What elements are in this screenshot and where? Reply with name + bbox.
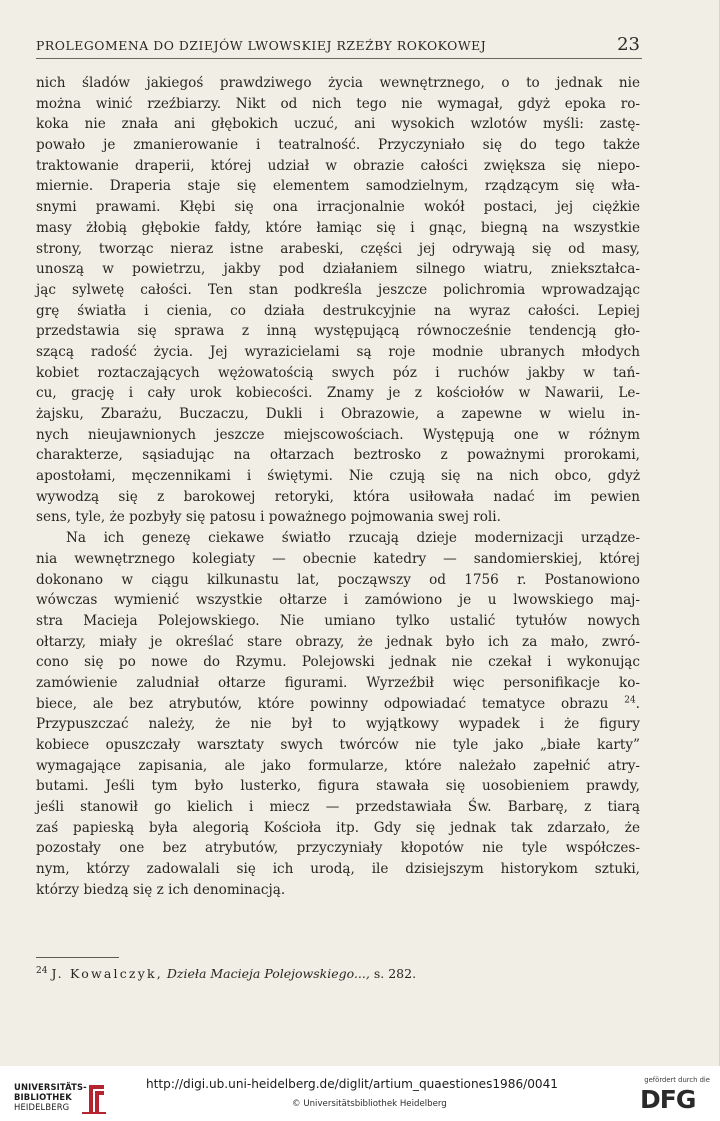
text-line: dokonano w ciągu kilkunastu lat, począwszy od 1756 r. Postanowiono (36, 571, 640, 588)
text-line: zamówienie zaludniał ołtarze figurami. Wyrzeźbił więc personifikacje ko- (36, 674, 640, 691)
text-line: strony, tworząc nieraz istne arabeski, części jej odrywają się od masy, (36, 240, 640, 257)
text-line: ołtarzy, miały je określać stare obrazy, że jednak było ich za mało, zwró- (36, 633, 640, 650)
university-library-logo[interactable] (14, 1082, 144, 1116)
text-line-with-footnote-ref (36, 694, 640, 715)
footnote (36, 965, 636, 983)
dfg-funding-logo[interactable] (640, 1076, 714, 1118)
footnote-divider (36, 957, 119, 958)
copyright-notice: © Universitätsbibliothek Heidelberg (292, 1099, 447, 1109)
page-number: 23 (617, 34, 640, 55)
text-line: stra Macieja Polejowskiego. Nie umiano tylko ustalić tytułów nowych (36, 612, 640, 629)
text-line: przedstawia się sprawa z inną występującą równocześnie tendencją gło- (36, 323, 640, 340)
dfg-wordmark: DFG (640, 1086, 696, 1111)
body-text (36, 73, 640, 901)
text-line: kobiece opuszczały warsztaty swych twórców nie tyle jako „białe karty” (36, 737, 640, 753)
text-line: pozostały one bez atrybutów, przyczyniały kłopotów nie tyle współczes- (36, 840, 640, 857)
text-line: snymi prawami. Kłębi się ona irracjonalnie wokół postaci, jej ciężkie (36, 199, 640, 216)
text-line: wówczas wymienić wszystkie ołtarze i zamówiono je u lwowskiego maj- (36, 592, 640, 609)
text-line-content: biece, ale bez atrybutów, które powinny odpowiadać tematyce obrazu (36, 695, 609, 712)
footnote-number: 24 (36, 965, 48, 976)
footnote-title-suffix: ..., (353, 966, 370, 981)
library-name-line-3: HEIDELBERG (14, 1102, 70, 1112)
paragraph-last-line: sens, tyle, że pozbyły się patosu i poważnego pojmowania swej roli. (36, 509, 501, 526)
funding-label: gefördert durch die (644, 1076, 710, 1084)
text-line: nym, którzy zadowalali się ich urodą, ile dzisiejszym historykom sztuki, (36, 861, 640, 878)
library-name (14, 1082, 87, 1112)
text-line: butami. Jeśli tym było lusterko, figura stawała się uosobieniem prawdy, (36, 778, 640, 795)
text-line: nich śladów jakiegoś prawdziwego życia wewnętrznego, o to jednak nie (36, 75, 640, 91)
text-line: apostołami, męczennikami i świętymi. Nie czują się na nich obco, gdyż (36, 468, 640, 485)
text-line: masy żłobią głębokie fałdy, które łamiąc się i gnąc, biegną na wszystkie (36, 219, 640, 236)
text-line: nia wewnętrznego kolegiaty — obecnie katedry — sandomierskiej, której (36, 550, 640, 567)
source-url-link[interactable]: http://digi.ub.uni-heidelberg.de/diglit/artium_quaestiones1986/0041 (146, 1077, 558, 1091)
text-line: wywodzą się z barokowej retoryki, która usiłowała nadać im pewien (36, 488, 640, 505)
text-line: kobiet roztaczających wężowatością swych póz i ruchów jakby w tań- (36, 364, 640, 381)
text-line: szącą radość życia. Jej wyrazicielami są roje modnie ubranych młodych (36, 343, 640, 360)
text-line: żajsku, Zbarażu, Buczaczu, Dukli i Obrazowie, a zapewne w wielu in- (36, 406, 640, 422)
text-line: Przypuszczać należy, że nie był to wyjątkowy wypadek i że figury (36, 716, 640, 733)
footnote-author: J. Kowalczyk, (51, 966, 163, 981)
text-line: jeśli stanowił go kielich i miecz — przedstawiała Św. Barbarę, z tiarą (36, 799, 640, 816)
paragraph-first-line: Na ich genezę ciekawe światło rzucają dzieje modernizacji urządze- (66, 530, 640, 547)
library-name-line-2: BIBLIOTHEK (14, 1092, 72, 1102)
text-line: nych nieujawnionych jeszcze miejscowościach. Występują one w różnym (36, 426, 640, 443)
footnote-reference-punctuation: . (635, 695, 640, 712)
text-line: unoszą w powietrzu, jakby pod działaniem silnego wiatru, zniekształca- (36, 261, 640, 278)
text-line: grę światła i cienia, co działa destrukcyjnie na wyraz całości. Lepiej (36, 302, 640, 319)
library-name-line-1: UNIVERSITÄTS- (14, 1082, 87, 1092)
footnote-reference[interactable]: 24 (624, 695, 636, 706)
footnote-title: Dzieła Macieja Polejowskiego (166, 966, 354, 981)
text-line: powało je zmanierowanie i teatralność. Przyczyniało się do tego także (36, 137, 640, 154)
text-line: traktowanie draperii, której udział w obrazie całości zwiększa się niepo- (36, 157, 640, 174)
text-line: zaś papieską była alegorią Kościoła itp. Gdy się jednak tak zdarzało, że (36, 819, 640, 836)
digitization-footer (0, 1066, 720, 1121)
text-line: koka nie znała ani głębokich uczuć, ani wysokich wzlotów myśli: zastę- (36, 116, 640, 133)
library-emblem-icon (79, 1083, 109, 1115)
footnote-pages: s. 282. (373, 966, 417, 981)
text-line: można winić rzeźbiarzy. Nikt od nich tego nie wymagał, gdyż epoka ro- (36, 95, 640, 112)
dfg-logo-icon (640, 1086, 712, 1111)
text-line: cono się po nowe do Rzymu. Polejowski jednak nie czekał i wykonując (36, 654, 640, 671)
text-line: miernie. Draperia staje się elementem samodzielnym, rządzącym się wła- (36, 178, 640, 195)
running-head (36, 34, 642, 59)
text-line: jąc sylwetę całości. Ten stan podkreśla jeszcze polichromia wprowadzając (36, 281, 640, 298)
paragraph-last-line: którzy biedzą się z ich denominacją. (36, 881, 286, 898)
text-line: cu, grację i cały urok kobiecości. Znamy je z kościołów w Nawarii, Le- (36, 385, 640, 402)
running-title: PROLEGOMENA DO DZIEJÓW LWOWSKIEJ RZEŹBY ROKOKOWEJ (36, 38, 487, 53)
text-line: charakterze, sąsiadując na ołtarzach beztrosko z poważnymi prorokami, (36, 447, 640, 464)
text-line: wymagające zapisania, ale jako formularze, które należało zapełnić atry- (36, 757, 640, 774)
